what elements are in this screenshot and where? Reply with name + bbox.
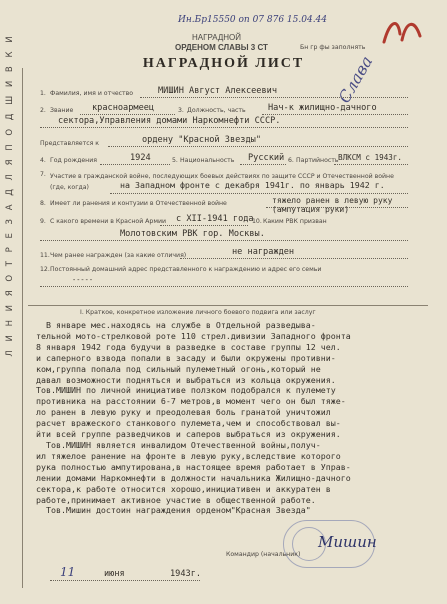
presented-label: Представляется к [40, 140, 100, 147]
underline [140, 97, 408, 98]
field-value-3: Нач-к жилищно-дачного [268, 103, 377, 113]
field-label-9: С какого времени в Красной Армии [50, 218, 167, 225]
narrative-line: работе,принимает активное участие в общественной работе. [36, 494, 316, 505]
field-label-11: Чем ранее награжден (за какие отличия) [50, 252, 187, 259]
date-year: 1943г. [170, 569, 202, 579]
date-day: 11 [60, 565, 76, 579]
section-divider [28, 305, 428, 306]
field-value-5: Русский [248, 153, 285, 163]
field-value-10: Молотовским РВК гор. Москвы. [120, 229, 265, 239]
field-value-11: не награжден [232, 247, 295, 257]
field-label-4: Год рождения [50, 157, 97, 164]
archive-note: Ин.Бр15550 оп 07 876 15.04.44 [178, 15, 328, 25]
grade-note: Бн гр фы заполнять [300, 44, 366, 51]
field-label-12: Постоянный домашний адрес представленного к награждению и адрес его семьи [50, 266, 322, 273]
field-label-8: Имеет ли ранения и контузии в Отечественной войне [50, 200, 227, 207]
narrative-line: В январе мес.находясь на службе в Отдельной разведыва- [36, 320, 316, 330]
narrative-line: ил тяжелое ранение на фронте в левую руку,вследствие которого [36, 450, 341, 461]
commander-label: Командир (начальник) [226, 551, 301, 558]
field-num-9: 9. [40, 218, 46, 225]
narrative-text [36, 320, 351, 516]
field-num-2: 2. [40, 107, 46, 114]
underline [262, 114, 408, 115]
field-label-6: Партийность [296, 157, 339, 164]
field-value-12: ----- [72, 276, 94, 284]
award-top: НАГРАДНОЙ [192, 33, 242, 42]
narrative-line: йти всей группе разведчиков и саперов выбраться из окружения. [36, 429, 341, 440]
field-label-5: Национальность [180, 157, 235, 164]
underline [180, 258, 408, 259]
section-title: I. Краткое, конкретное изложение личного боевого подвига или заслуг [80, 309, 316, 316]
field-num-5: 5. [172, 157, 178, 164]
underline [50, 580, 200, 581]
field-num-4: 4. [40, 157, 46, 164]
narrative-line: рука полностью ампутирована,в настоящее время работает в Управ- [36, 461, 351, 472]
underline [100, 164, 170, 165]
signature: Мишин [318, 533, 377, 551]
narrative-line: лении домами Наркомнефти в должности начальника Жилищно-дачного [36, 472, 351, 483]
sidebar-label: Л И Н И Я О Т Р Е З А Д Л Я П О Д Ш И В К И [5, 33, 15, 357]
underline [40, 240, 408, 241]
underline [80, 114, 175, 115]
narrative-line: ло ранен в левую руку и преодолевая боль гранатой уничтожил [36, 407, 331, 418]
field-num-6: 6. [288, 157, 294, 164]
sidebar-border [22, 68, 23, 588]
narrative-line: сектора,к работе относится хорошо,инициативен и аккуратен в [36, 483, 331, 494]
narrative-line: ком,группа попала под сильный пулеметный огонь,который не [36, 363, 321, 374]
underline [110, 193, 408, 194]
date-month: июня [104, 569, 125, 579]
narrative-line: расчет вражеского станкового пулемета,чем и способствовал вы- [36, 418, 341, 429]
field-value-2: красноармеец [92, 103, 155, 113]
narrative-line: давал возможности подняться и выбраться из кольца окружения. [36, 374, 336, 385]
award-mid: ОРДЕНОМ СЛАВЫ 3 СТ [175, 43, 268, 52]
field-num-12: 12. [40, 266, 50, 273]
field-num-3: 3. [178, 107, 184, 114]
underline [160, 225, 248, 226]
field-value-6: ВЛКСМ с 1943г. [338, 153, 403, 162]
underline [240, 164, 286, 165]
narrative-line: тельной мото-стрелковой роте 110 стрел.дивизии Западного фронта [36, 330, 351, 341]
field-value-9: с XII-1941 года [176, 214, 254, 224]
field-num-8: 8. [40, 200, 46, 207]
narrative-line: противника на расстоянии 6-7 метров,в момент чего он был тяже- [36, 396, 346, 407]
underline [40, 127, 408, 128]
field-num-10: 10. [252, 218, 262, 225]
field-label-1: Фамилия, имя и отчество [50, 90, 134, 97]
page-title: НАГРАДНОЙ ЛИСТ [142, 56, 305, 71]
field-value-1: МИШИН Август Алексеевич [158, 86, 277, 96]
field-num-7: 7. [40, 171, 46, 178]
underline [334, 164, 408, 165]
underline [108, 146, 408, 147]
red-pencil-mark [380, 14, 424, 48]
field-num-1: 1. [40, 90, 46, 97]
field-value-8: тяжело ранен в левую руку (ампутация руки) [272, 196, 393, 214]
field-value-7: на Западном фронте с декабря 1941г. по январь 1942 г. [120, 180, 385, 190]
side-annotation: Слава [334, 52, 377, 107]
narrative-line: 8 января 1942 года будучи в разведке в составе группы 12 чел. [36, 341, 341, 352]
field-value-4: 1924 [130, 153, 151, 163]
underline [40, 286, 408, 287]
field-label-7: Участие в гражданской войне, последующих боевых действиях по защите СССР и Отечественной войне (где, когда) [50, 173, 394, 191]
narrative-line: Тов.МИШИН является инвалидом Отечественной войны,получ- [36, 439, 321, 450]
narrative-line: Тов.МИШИН по личной инициативе ползком подобрался к пулемету [36, 385, 336, 396]
underline [266, 207, 408, 208]
field-label-3: Должность, часть [187, 107, 246, 114]
presented-value: ордену "Красной Звезды" [142, 135, 261, 145]
narrative-line: Тов.Мишин достоин награждения орденом"Красная Звезда" [36, 505, 311, 516]
field-label-2: Звание [50, 107, 74, 114]
field-num-11: 11. [40, 252, 50, 259]
narrative-line: и саперного взвода попали в засаду и были окружены противни- [36, 352, 336, 363]
field-value-3-cont: сектора,Управления домами Наркомнефти СССР. [58, 116, 281, 126]
field-label-10: Каким РВК призван [263, 218, 327, 225]
